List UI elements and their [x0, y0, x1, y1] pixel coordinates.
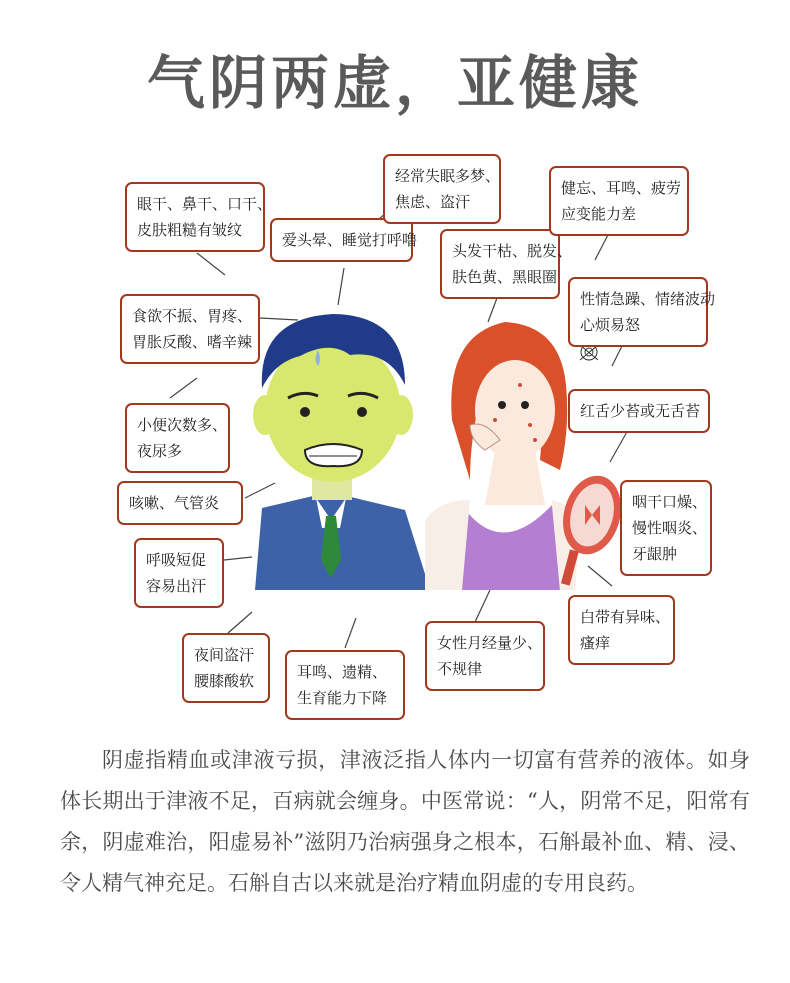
page-title: 气阴两虚，亚健康: [146, 49, 643, 117]
symptom-cough: 咳嗽、气管炎: [117, 481, 243, 525]
woman-dress: [455, 505, 560, 590]
symptom-dizzy-snore: 爱头晕、睡觉打呼噜: [270, 218, 413, 262]
man-ear-right: [389, 395, 413, 435]
symptom-hair-face: 头发干枯、脱发、 肤色黄、黑眼圈: [440, 229, 560, 299]
symptom-temper: 性情急躁、情绪波动 心烦易怒: [568, 277, 708, 347]
man-ear-left: [253, 395, 277, 435]
description-paragraph: 阴虚指精血或津液亏损，津液泛指人体内一切富有营养的液体。如身体长期出于津液不足，百病就会缠身。中医常说：“人，阴常不足，阳常有余，阴虚难治，阳虚易补”滋阴乃治病强身之根本，石斛最补血、精、浸、令人精气神充足。石斛自古以来就是治疗精血阴虚的专用良药。: [60, 748, 750, 895]
symptom-throat: 咽干口燥、 慢性咽炎、 牙龈肿: [620, 480, 712, 576]
symptom-tongue: 红舌少苔或无舌苔: [568, 389, 710, 433]
symptom-dry-skin: 眼干、鼻干、口干、 皮肤粗糙有皱纹: [125, 182, 265, 252]
symptom-tinnitus: 耳鸣、遗精、 生育能力下降: [285, 650, 405, 720]
symptom-urination: 小便次数多、 夜尿多: [125, 403, 230, 473]
symptom-insomnia: 经常失眠多梦、 焦虑、盗汗: [383, 154, 501, 224]
hand-mirror: [555, 469, 630, 585]
symptom-discharge: 白带有异味、 瘙痒: [568, 595, 675, 665]
symptom-forgetful: 健忘、耳鸣、疲劳 应变能力差: [549, 166, 689, 236]
man-figure: [253, 314, 430, 590]
symptom-night-sweat: 夜间盗汗 腰膝酸软: [182, 633, 270, 703]
symptom-menstrual: 女性月经量少、 不规律: [425, 621, 545, 691]
woman-neck: [485, 450, 545, 505]
symptom-appetite: 食欲不振、胃疼、 胃胀反酸、嗜辛辣: [120, 294, 260, 364]
symptom-breath: 呼吸短促 容易出汗: [134, 538, 224, 608]
man-mouth: [305, 444, 362, 466]
woman-figure: [425, 322, 580, 590]
